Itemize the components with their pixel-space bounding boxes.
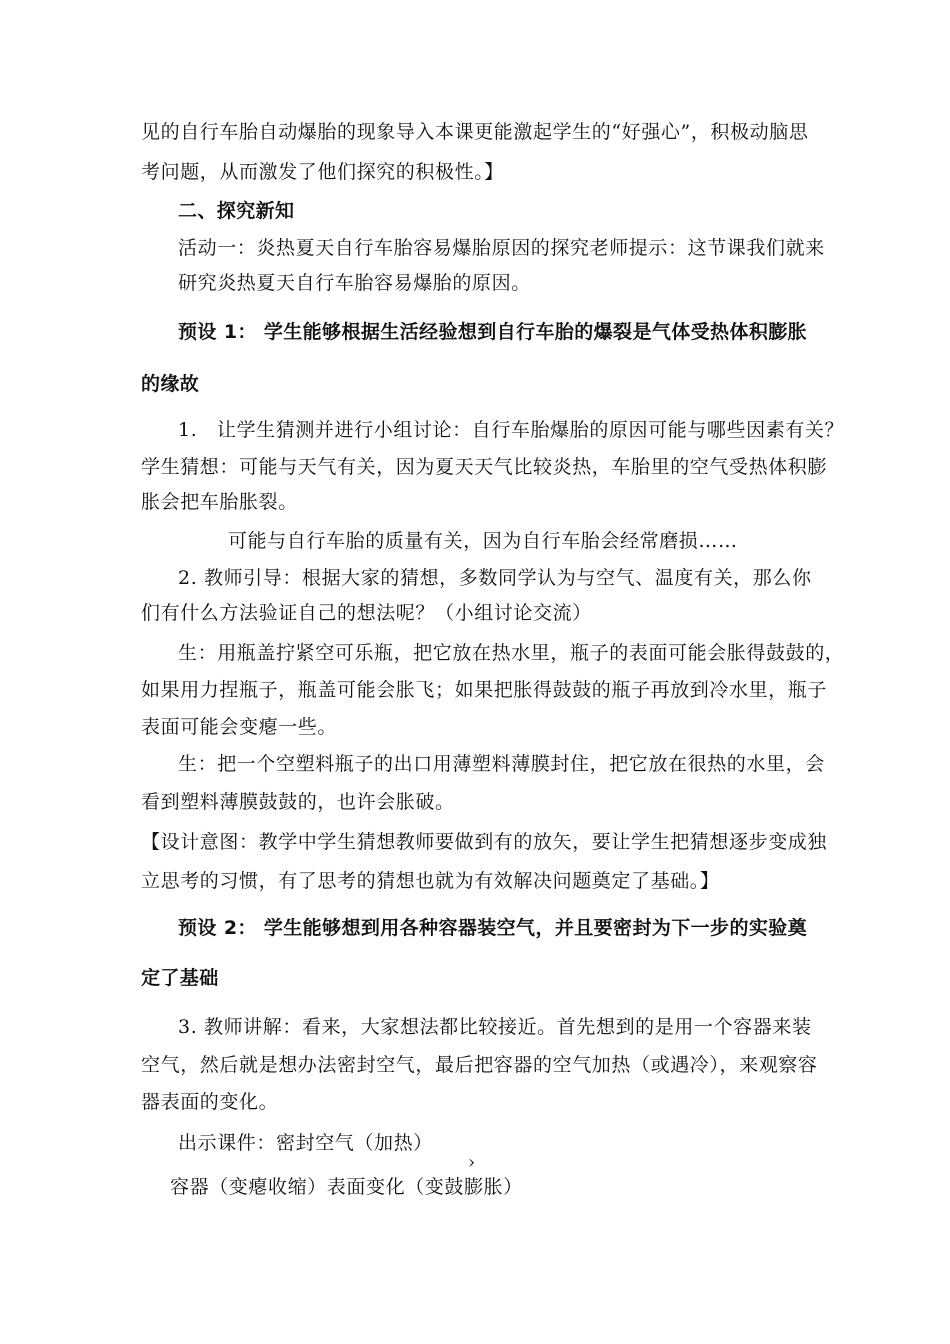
paragraph-line: 活动一：炎热夏天自行车胎容易爆胎原因的探究老师提示：这节课我们就来 bbox=[178, 237, 825, 259]
paragraph-line: 可能与自行车胎的质量有关，因为自行车胎会经常磨损…… bbox=[228, 530, 738, 552]
paragraph-line: 考问题，从而激发了他们探究的积极性。】 bbox=[141, 161, 504, 183]
design-intent-line: 【设计意图：教学中学生猜想教师要做到有的放矢，要让学生把猜想逐步变成独 bbox=[141, 831, 828, 853]
paragraph-line: 学生猜想：可能与天气有关，因为夏天天气比较炎热，车胎里的空气受热体积膨 bbox=[141, 456, 828, 478]
paragraph-line: 看到塑料薄膜鼓鼓的，也许会胀破。 bbox=[141, 791, 455, 813]
list-item: 2. 教师引导：根据大家的猜想，多数同学认为与空气、温度有关，那么你 bbox=[178, 567, 812, 589]
list-item: 1. 让学生猜测并进行小组讨论：自行车胎爆胎的原因可能与哪些因素有关？ bbox=[178, 419, 845, 441]
design-intent-line: 立思考的习惯，有了思考的猜想也就为有效解决问题奠定了基础。】 bbox=[141, 870, 720, 892]
paragraph-line: 器表面的变化。 bbox=[141, 1091, 279, 1113]
preset-heading: 预设 1： 学生能够根据生活经验想到自行车胎的爆裂是气体受热体积膨胀 bbox=[178, 321, 808, 343]
paragraph-line: 如果用力捏瓶子，瓶盖可能会胀飞；如果把胀得鼓鼓的瓶子再放到冷水里，瓶子 bbox=[141, 679, 828, 701]
arrow-glyph: › bbox=[468, 1152, 476, 1173]
paragraph-line: 生：把一个空塑料瓶子的出口用薄塑料薄膜封住，把它放在很热的水里，会 bbox=[178, 753, 825, 775]
section-heading: 二、探究新知 bbox=[178, 200, 295, 222]
paragraph-line: 们有什么方法验证自己的想法呢？（小组讨论交流） bbox=[141, 602, 592, 624]
courseware-line: 容器（变瘪收缩）表面变化（变鼓膨胀） bbox=[170, 1176, 523, 1198]
paragraph-line: 研究炎热夏天自行车胎容易爆胎的原因。 bbox=[178, 272, 531, 294]
paragraph-line: 生：用瓶盖拧紧空可乐瓶，把它放在热水里，瓶子的表面可能会胀得鼓鼓的， bbox=[178, 642, 845, 664]
list-item: 3. 教师讲解：看来，大家想法都比较接近。首先想到的是用一个容器来装 bbox=[178, 1016, 812, 1038]
preset-heading: 定了基础 bbox=[141, 967, 219, 989]
paragraph-line: 见的自行车胎自动爆胎的现象导入本课更能激起学生的“好强心”，积极动脑思 bbox=[141, 121, 809, 143]
courseware-line: 出示课件：密封空气（加热） bbox=[178, 1132, 433, 1154]
preset-heading: 预设 2： 学生能够想到用各种容器装空气，并且要密封为下一步的实验奠 bbox=[178, 917, 808, 939]
paragraph-line: 表面可能会变瘪一些。 bbox=[141, 716, 338, 738]
paragraph-line: 空气，然后就是想办法密封空气，最后把容器的空气加热（或遇冷），来观察容 bbox=[141, 1054, 818, 1076]
preset-heading: 的缘故 bbox=[141, 373, 200, 395]
paragraph-line: 胀会把车胎胀裂。 bbox=[141, 491, 298, 513]
